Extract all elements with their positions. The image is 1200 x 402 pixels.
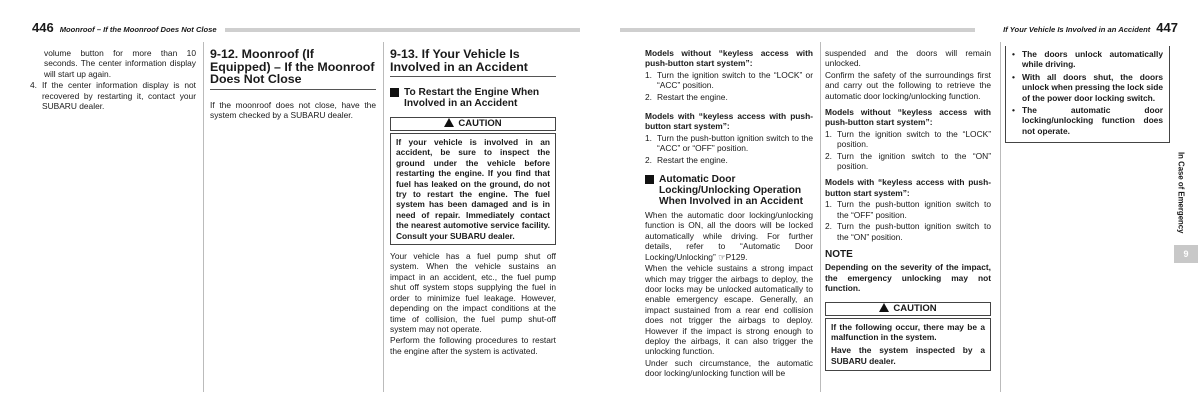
column-divider: [820, 42, 821, 392]
item-number: 4.: [30, 80, 37, 91]
caution-label: CAUTION: [893, 302, 937, 314]
section-title: 9-12. Moonroof (If Equipped) – If the Moonroof Does Not Close: [210, 48, 376, 90]
list-item: [825, 129, 991, 150]
right-col-2: [825, 48, 991, 377]
item-number: 1.: [825, 128, 832, 139]
item-number: 1.: [645, 69, 652, 80]
warning-triangle-icon: [879, 303, 889, 312]
list-item: [645, 133, 813, 154]
left-page-header: [32, 20, 217, 34]
bullet-text: The doors unlock automatically while driving.: [1022, 49, 1163, 70]
item-number: 2.: [645, 91, 652, 102]
subheading: Models without “keyless access with push-button start system”:: [645, 48, 813, 69]
left-col-1: [30, 48, 196, 112]
left-col-3: [390, 48, 556, 357]
subheading: Models without “keyless access with push-button start system”:: [825, 107, 991, 128]
chapter-side-label: In Case of Emergency: [1176, 152, 1186, 234]
caution-label: CAUTION: [458, 118, 502, 129]
left-col-2: [210, 48, 376, 121]
warning-triangle-icon: [444, 118, 454, 127]
header-rule: [620, 28, 975, 32]
page-number: 446: [32, 20, 54, 35]
item-text: If the center information display is not recovered by restarting it, contact your SUBARU dealer.: [42, 80, 196, 112]
paragraph: When the vehicle sustains a strong impact which may trigger the airbags to deploy, the door locks may be unlocked automatically to enable emergency escape. Generally, an impact sustained from a rear end collision does not trigger the airbags to deploy. However if the impact is strong enough to deploy the airbags, it can also trigger the unlocking function.: [645, 263, 813, 357]
item-number: 2.: [645, 154, 652, 165]
caution-text: If the following occur, there may be a malfunction in the system.: [831, 321, 985, 342]
item-text: Restart the engine.: [657, 91, 728, 102]
paragraph: suspended and the doors will remain unlocked.: [825, 48, 991, 69]
item-text: Turn the push-button ignition switch to the “ON” position.: [837, 221, 991, 242]
square-bullet-icon: [390, 88, 399, 97]
item-text: Turn the ignition switch to the “LOCK” position.: [837, 128, 991, 150]
paragraph: When the automatic door locking/unlocking function is ON, all the doors will be locked automatically while driving. For further details, refer to “Automatic Door Locking/Unlocking” ☞P129.: [645, 210, 813, 262]
list-item: [825, 221, 991, 242]
bullet-icon: •: [1012, 105, 1015, 116]
list-item: [645, 70, 813, 91]
column-divider: [203, 42, 204, 392]
subheading: Models with “keyless access with push-button start system”:: [825, 177, 991, 198]
paragraph: Perform the following procedures to restart the engine after the system is activated.: [390, 335, 556, 356]
bullet-icon: •: [1012, 71, 1015, 82]
paragraph: Confirm the safety of the surroundings first and carry out the following to retrieve the automatic door locking/unlocking function.: [825, 69, 991, 101]
right-col-1: [645, 48, 813, 380]
bullet-text: With all doors shut, the doors unlock when pressing the lock side of the power door locking switch.: [1022, 71, 1164, 103]
right-page-header: [1003, 20, 1178, 34]
page-number: 447: [1156, 20, 1178, 35]
running-title: Moonroof – If the Moonroof Does Not Close: [59, 25, 217, 34]
list-item: [30, 80, 196, 111]
item-text: Restart the engine.: [657, 154, 728, 165]
subsection-text: Automatic Door Locking/Unlocking Operation When Involved in an Accident: [659, 174, 803, 208]
bullet-item: [1010, 72, 1163, 103]
bullet-icon: •: [1012, 49, 1015, 59]
bullet-text: The automatic door locking/unlocking function does not operate.: [1022, 105, 1163, 136]
square-bullet-icon: [645, 175, 654, 184]
caution-body: [825, 318, 991, 372]
item-text: Turn the push-button ignition switch to the “ACC” or “OFF” position.: [657, 132, 813, 154]
item-number: 2.: [825, 221, 832, 232]
paragraph: If the moonroof does not close, have the system checked by a SUBARU dealer.: [210, 99, 376, 120]
item-text: Turn the ignition switch to the “LOCK” or “ACC” position.: [657, 69, 813, 91]
subsection-text: To Restart the Engine When Involved in an Accident: [404, 87, 540, 109]
paragraph: Your vehicle has a fuel pump shut off system. When the vehicle sustains an impact in an accident, etc., the fuel pump shut off system stops supplying the fuel in order to minimize fuel leakage. However, depending on the impact conditions at the time of collision, the fuel pump shut-off system may not operate.: [390, 251, 556, 334]
list-item: [825, 151, 991, 172]
item-number: 2.: [825, 150, 832, 161]
caution-text: Have the system inspected by a SUBARU dealer.: [831, 345, 985, 366]
subsection-title: [645, 174, 813, 207]
subheading: Models with “keyless access with push-button start system”:: [645, 111, 813, 132]
caution-header: [825, 302, 991, 316]
column-divider: [383, 42, 384, 392]
running-title: If Your Vehicle Is Involved in an Accident: [1003, 25, 1151, 34]
list-item: [645, 92, 813, 102]
bullet-item: [1010, 49, 1163, 70]
caution-body: If your vehicle is involved in an accident, be sure to inspect the ground under the vehicle before restarting the engine. If you find that fuel has leaked on the ground, do not try to restart the engine. The fuel system has been damaged and is in need of repair. Immediately contact the nearest automotive service facility. Consult your SUBARU dealer.: [390, 133, 556, 245]
item-number: 1.: [645, 132, 652, 143]
caution-header: [390, 117, 556, 131]
paragraph: Under such circumstance, the automatic door locking/unlocking function will be: [645, 357, 813, 379]
subsection-title: [390, 87, 556, 109]
caution-continued-box: [1005, 46, 1170, 143]
note-text: Depending on the severity of the impact, the emergency unlocking may not function.: [825, 262, 991, 294]
item-text: Turn the push-button ignition switch to the “OFF” position.: [837, 199, 991, 220]
list-item: [825, 199, 991, 220]
paragraph: volume button for more than 10 seconds. The center information display will start up again.: [44, 48, 196, 79]
list-item: [645, 155, 813, 165]
note-label: NOTE: [825, 248, 853, 260]
item-number: 1.: [825, 199, 832, 210]
section-title: 9-13. If Your Vehicle Is Involved in an Accident: [390, 48, 556, 77]
chapter-tab: 9: [1174, 245, 1198, 263]
bullet-item: [1010, 105, 1163, 136]
column-divider: [1000, 42, 1001, 392]
header-rule: [225, 28, 580, 32]
item-text: Turn the ignition switch to the “ON” position.: [837, 150, 991, 172]
